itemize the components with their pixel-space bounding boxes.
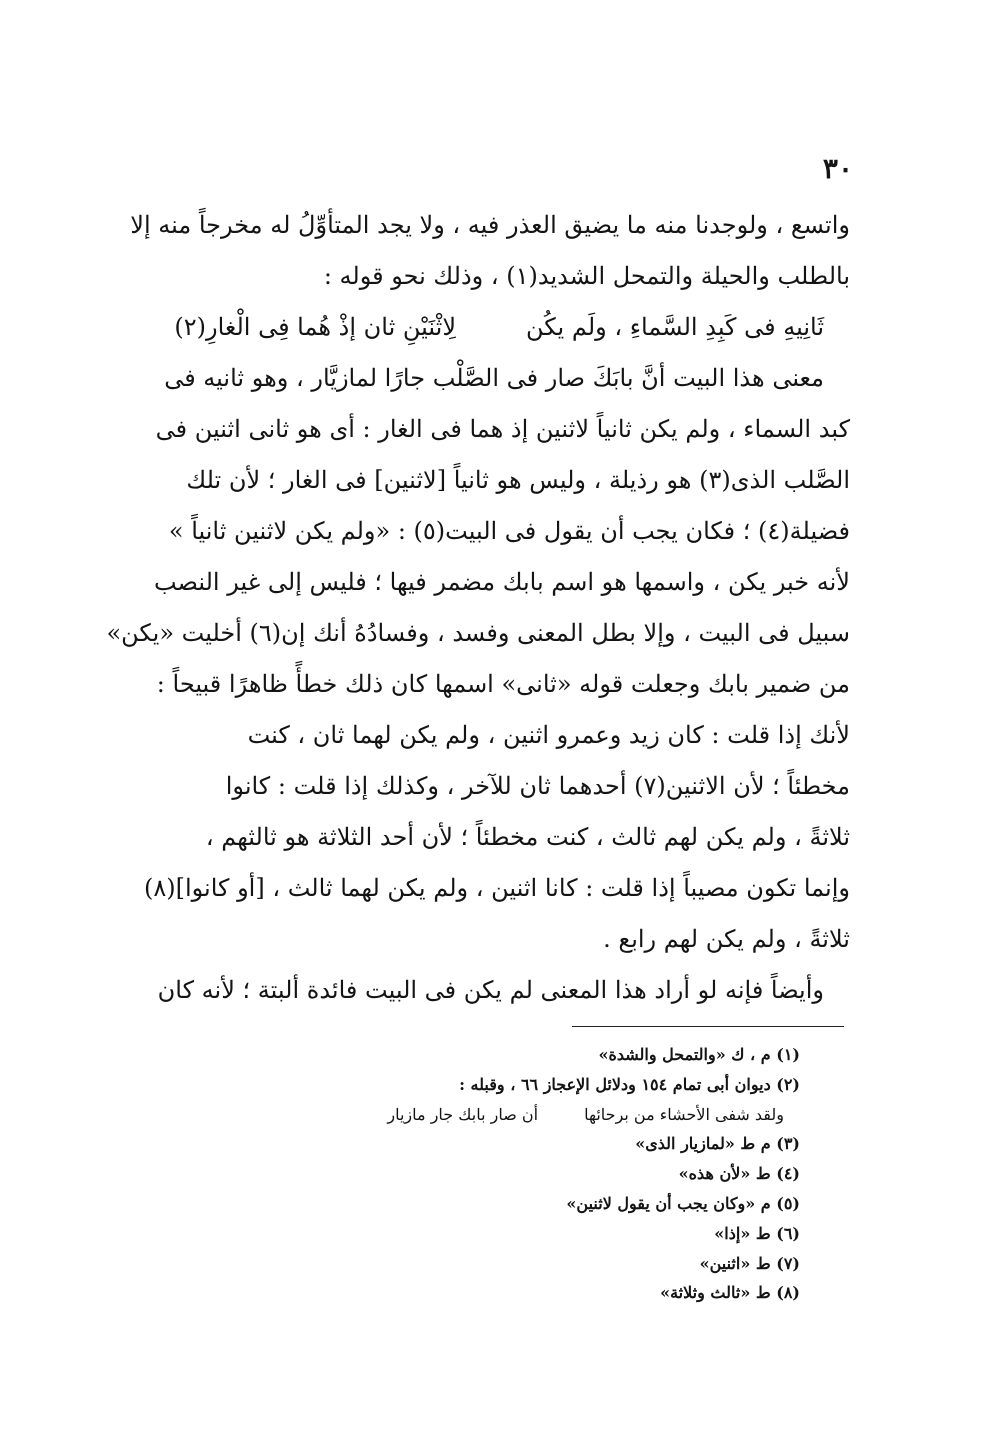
text-line: بالطلب والحيلة والتمحل الشديد(١) ، وذلك نحو قوله : bbox=[323, 262, 850, 290]
poetry-verse bbox=[150, 302, 850, 353]
text-line: فضيلة(٤) ؛ فكان يجب أن يقول فى البيت(٥) : «ولم يكن لاثنين ثانياً » bbox=[168, 517, 850, 545]
footnote-2: (٢) ديوان أبى تمام ١٥٤ ودلائل الإعجاز ٦٦ ، وقبله : bbox=[459, 1074, 800, 1094]
text-line: لأنه خبر يكن ، واسمها هو اسم بابك مضمر فيها ؛ فليس إلى غير النصب bbox=[153, 568, 850, 596]
footnote-3: (٣) م ط «لمازيار الذى» bbox=[635, 1134, 800, 1154]
text-line: كبد السماء ، ولم يكن ثانياً لاثنين إذ هما فى الغار : أى هو ثانى اثنين فى bbox=[155, 415, 850, 443]
text-line: لأنك إذا قلت : كان زيد وعمرو اثنين ، ولم يكن لهما ثان ، كنت bbox=[247, 721, 850, 749]
footnote-1: (١) م ، ك «والتمحل والشدة» bbox=[598, 1045, 800, 1064]
text-line: معنى هذا البيت أنَّ بابَكَ صار فى الصَّلْب جارًا لمازيَّار ، وهو ثانيه فى bbox=[164, 364, 824, 392]
main-text bbox=[106, 200, 850, 1016]
text-line: الصَّلب الذى(٣) هو رذيلة ، وليس هو ثانياً [لاثنين] فى الغار ؛ لأن تلك bbox=[186, 466, 850, 494]
footnote-8: (٨) ط «ثالث وثلاثة» bbox=[660, 1283, 800, 1303]
text-line: من ضمير بابك وجعلت قوله «ثانى» اسمها كان ذلك خطأً ظاهرًا قبيحاً : bbox=[156, 670, 850, 698]
footnote-7: (٧) ط «اثنين» bbox=[699, 1253, 800, 1273]
text-line: واتسع ، ولوجدنا منه ما يضيق العذر فيه ، ولا يجد المتأوِّلُ له مخرجاً منه إلا bbox=[130, 211, 850, 239]
text-line: ثلاثةً ، ولم يكن لهم رابع . bbox=[603, 925, 850, 953]
page-number: ٣٠ bbox=[822, 152, 853, 185]
verse-first-hemistich: ثَانِيهِ فى كَبِدِ السَّماءِ ، ولَم يكُن bbox=[526, 313, 824, 341]
footnote-verse-second-hemistich: أن صار بابك جار مازيار bbox=[387, 1104, 539, 1124]
footnote-5: (٥) م «وكان يجب أن يقول لاثنين» bbox=[566, 1193, 800, 1213]
text-line: سبيل فى البيت ، وإلا بطل المعنى وفسد ، وفسادُهُ أنك إن(٦) أخليت «يكن» bbox=[106, 619, 850, 647]
verse-second-hemistich: لِاثْنَيْنِ ثان إذْ هُما فِى الْغارِ(٢) bbox=[174, 313, 457, 341]
text-line: وأيضاً فإنه لو أراد هذا المعنى لم يكن فى البيت فائدة ألبتة ؛ لأنه كان bbox=[157, 976, 824, 1004]
footnote-2-verse bbox=[160, 1100, 800, 1130]
footnote-divider bbox=[572, 1026, 844, 1027]
text-line: مخطئاً ؛ لأن الاثنين(٧) أحدهما ثان للآخر ، وكذلك إذا قلت : كانوا bbox=[225, 772, 850, 800]
footnote-4: (٤) ط «لأن هذه» bbox=[678, 1164, 800, 1184]
text-line: وإنما تكون مصيباً إذا قلت : كانا اثنين ، ولم يكن لهما ثالث ، [أو كانوا](٨) bbox=[143, 874, 850, 902]
footnote-6: (٦) ط «إذا» bbox=[714, 1223, 800, 1243]
footnote-verse-first-hemistich: ولقد شفى الأحشاء من برحائها bbox=[584, 1104, 784, 1124]
text-line: ثلاثةً ، ولم يكن لهم ثالث ، كنت مخطئاً ؛ لأن أحد الثلاثة هو ثالثهم ، bbox=[205, 823, 850, 851]
footnotes bbox=[160, 1040, 800, 1308]
